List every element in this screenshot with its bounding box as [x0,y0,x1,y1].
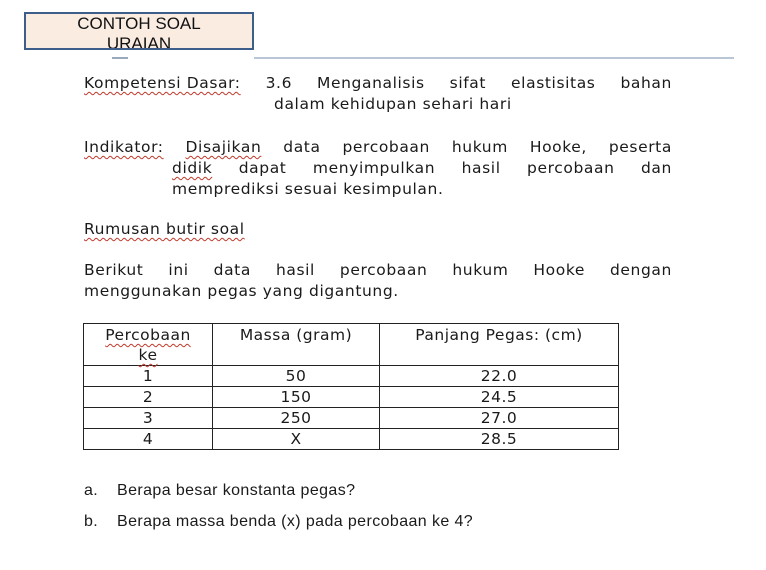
kd-number: 3.6 [265,74,293,92]
intro [84,260,672,302]
cell-percobaan: 3 [84,408,213,429]
kd-line-2: dalam kehidupan sehari hari [274,95,512,113]
indikator-line-1 [84,137,672,158]
intro-word: Berikut [84,261,144,279]
question-text: Berapa massa benda (x) pada percobaan ke 4? [117,513,474,530]
intro-word: dengan [609,261,672,279]
indikator-word: peserta [608,138,672,156]
question-text: Berapa besar konstanta pegas? [117,482,356,499]
indikator-word: menyimpulkan [312,159,436,177]
cell-panjang: 28.5 [380,429,619,450]
indikator-word: didik [172,159,213,177]
cell-percobaan: 4 [84,429,213,450]
kd-word: elastisitas [511,74,596,92]
indikator-line-3: memprediksi sesuai kesimpulan. [172,180,444,198]
question-marker: b. [84,513,99,530]
kd-line-1 [84,73,672,94]
title-line-2: URAIAN [106,34,172,50]
intro-line-1 [84,260,672,281]
header-massa: Massa (gram) [213,324,380,366]
kd-word: Menganalisis [317,74,425,92]
kompetensi-dasar [84,73,672,115]
title-line-1: CONTOH SOAL [77,14,201,33]
intro-line-2: menggunakan pegas yang digantung. [84,282,399,300]
indikator-word: Hooke, [529,138,587,156]
intro-word: percobaan [339,261,428,279]
kd-word: bahan [620,74,672,92]
rumusan-label: Rumusan butir soal [84,220,245,238]
cell-massa: 50 [213,366,380,387]
cell-panjang: 27.0 [380,408,619,429]
indikator-word: percobaan [342,138,430,156]
cell-massa: 150 [213,387,380,408]
indikator-word: hasil [461,159,501,177]
question-b [84,513,473,531]
header-percobaan-label: Percobaan ke [105,326,191,364]
indikator-word: percobaan [527,159,615,177]
indikator-word: dan [640,159,672,177]
cell-massa: 250 [213,408,380,429]
question-marker: a. [84,482,99,499]
indikator-word: hukum [451,138,508,156]
indikator [84,137,672,200]
intro-word: hukum [452,261,509,279]
question-a [84,482,355,500]
indikator-label: Indikator: [84,138,164,156]
intro-word: data [213,261,251,279]
header-divider-mark [112,57,128,59]
rumusan-heading [84,219,245,240]
indikator-line-2 [172,158,672,179]
cell-percobaan: 2 [84,387,213,408]
data-table [83,323,619,450]
kd-label: Kompetensi Dasar: [84,74,241,92]
intro-word: ini [168,261,189,279]
kd-word: sifat [449,74,487,92]
table-header-row [84,324,619,366]
cell-percobaan: 1 [84,366,213,387]
table-row [84,408,619,429]
table-row [84,429,619,450]
intro-word: hasil [275,261,315,279]
indikator-word: Disajikan [185,138,262,156]
header-panjang: Panjang Pegas: (cm) [380,324,619,366]
indikator-word: dapat [238,159,287,177]
intro-word: Hooke [533,261,586,279]
header-percobaan [84,324,213,366]
cell-massa: X [213,429,380,450]
table-row [84,387,619,408]
table-row [84,366,619,387]
header-divider [254,57,734,59]
cell-panjang: 24.5 [380,387,619,408]
indikator-word: data [283,138,321,156]
title-box [24,12,254,50]
cell-panjang: 22.0 [380,366,619,387]
